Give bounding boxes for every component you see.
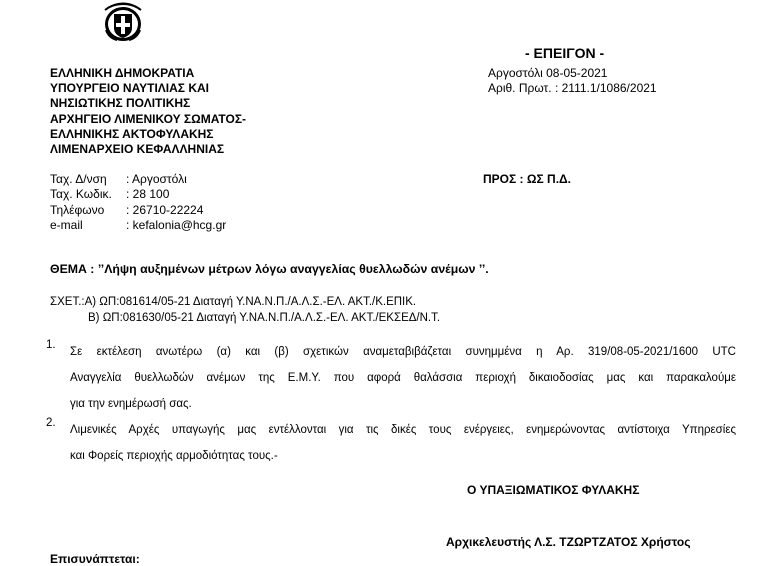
item-text [70,417,736,469]
related-references [50,294,440,326]
contact-value: : Αργοστόλι [126,172,187,186]
contact-row-email [50,218,226,233]
authority-line: ΥΠΟΥΡΓΕΙΟ ΝΑΥΤΙΛΙΑΣ ΚΑΙ [50,81,210,96]
related-line: Β) ΩΠ:081630/05-21 Διαταγή Υ.ΝΑ.Ν.Π./Α.Λ.Σ.-ΕΛ. ΑΚΤ./ΕΚΣΕΔ/Ν.Τ. [88,312,441,324]
item-line: και Φορείς περιοχής αρμοδιότητας τους.- [70,450,278,462]
authority-line: ΑΡΧΗΓΕΙΟ ΛΙΜΕΝΙΚΟΥ ΣΩΜΑΤΟΣ- [50,111,247,126]
list-item [46,417,736,469]
signer-name: Αρχικελευστής Λ.Σ. ΤΖΩΡΤΖΑΤΟΣ Χρήστος [446,535,691,549]
body-list [46,339,736,469]
urgent-marking: - ΕΠΕΙΓΟΝ - [525,45,605,61]
authority-line: ΛΙΜΕΝΑΡΧΕΙΟ ΚΕΦΑΛΛΗΝΙΑΣ [50,142,225,157]
contact-row-phone [50,203,226,218]
contact-value: : 26710-22224 [126,202,204,217]
enclosed-label: Επισυνάπτεται: [50,552,140,566]
issuing-authority [50,66,246,157]
officer-title: Ο ΥΠΑΞΙΩΜΑΤΙΚΟΣ ΦΥΛΑΚΗΣ [467,483,640,497]
contact-label: Τηλέφωνο [50,202,105,217]
item-line: για την ενημέρωσή σας. [70,398,192,410]
related-line: ΣΧΕΤ.:Α) ΩΠ:081614/05-21 Διαταγή Υ.ΝΑ.Ν.Π./Α.Λ.Σ.-ΕΛ. ΑΚΤ./Κ.ΕΠΙΚ. [50,296,417,308]
contact-value: : kefalonia@hcg.gr [126,217,227,232]
authority-line: ΕΛΛΗΝΙΚΗΣ ΑΚΤΟΦΥΛΑΚΗΣ [50,126,214,141]
authority-line: ΝΗΣΙΩΤΙΚΗΣ ΠΟΛΙΤΙΚΗΣ [50,96,191,111]
contact-value: : 28 100 [126,187,170,202]
item-line: Λιμενικές Αρχές υπαγωγής μας εντέλλονται για τις δικές τους ενέργειες, ενημερώνοντας αντίστοιχα Υπηρεσίες [70,424,736,436]
place-and-protocol [488,66,657,96]
contact-label: e-mail [50,217,83,232]
contact-label: Ταχ. Κωδικ. [50,187,112,202]
item-text [70,339,736,417]
contact-row-address [50,172,226,187]
item-number: 1. [46,339,56,351]
item-line: Σε εκτέλεση ανωτέρω (α) και (β) σχετικών αναμεταβιβάζεται συνημμένα η Αρ. 319/08-05-2021/1600 UTC [70,346,736,358]
contact-label: Ταχ. Δ/νση [50,172,107,186]
authority-line: ΕΛΛΗΝΙΚΗ ΔΗΜΟΚΡΑΤΙΑ [50,66,195,80]
contact-details [50,172,226,233]
subject-line: ΘΕΜΑ : ’’Λήψη αυξημένων μέτρων λόγω αναγγελίας θυελλωδών ανέμων ’’. [50,262,489,276]
place-date: Αργοστόλι 08-05-2021 [488,66,608,80]
protocol-number: Αριθ. Πρωτ. : 2111.1/1086/2021 [488,81,657,95]
greek-coat-of-arms-icon [101,0,145,42]
item-number: 2. [46,417,56,429]
list-item [46,339,736,417]
contact-row-postcode [50,187,226,202]
recipient: ΠΡΟΣ : ΩΣ Π.Δ. [483,172,571,186]
item-line: Αναγγελία θυελλωδών ανέμων της Ε.Μ.Υ. που αφορά θαλάσσια περιοχή δικαιοδοσίας μας και παρακαλούμε [70,372,736,384]
